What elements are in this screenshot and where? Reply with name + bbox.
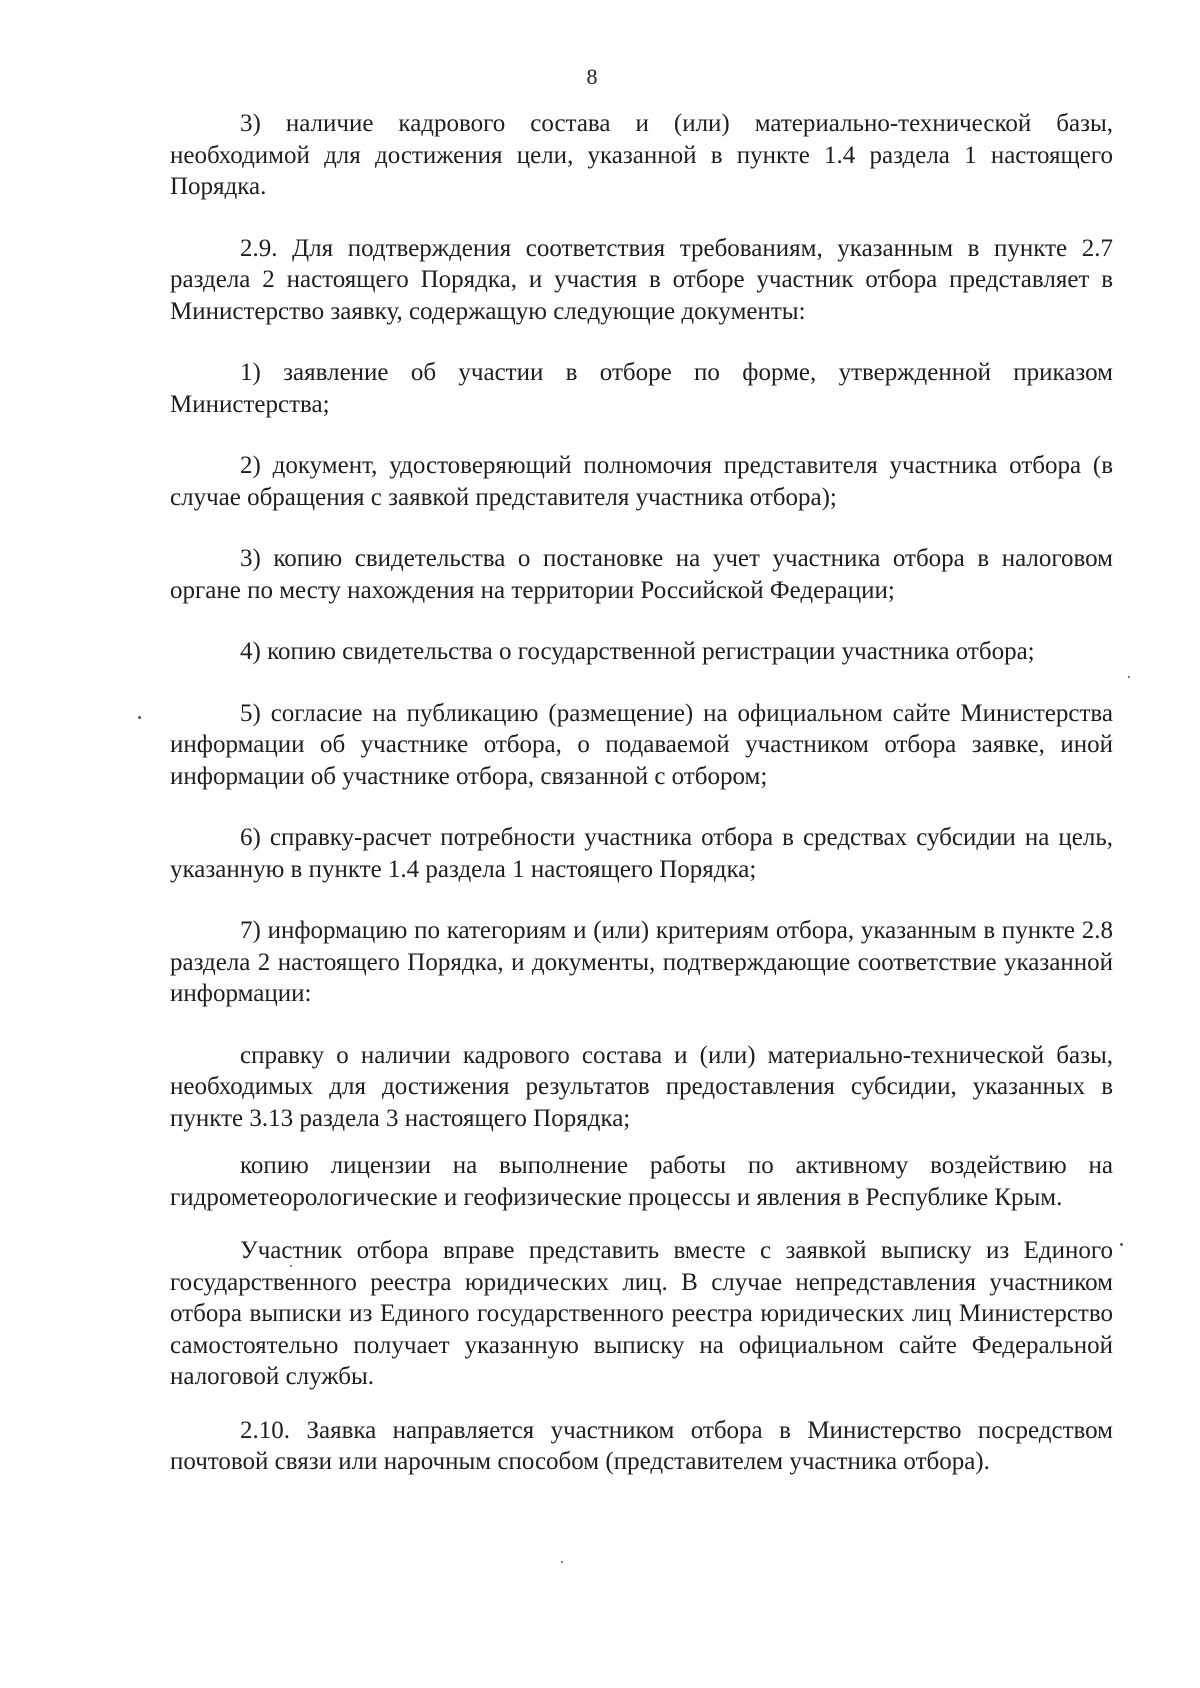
paragraph-egrul-extract: Участник отбора вправе представить вместе с заявкой выписку из Единого государственного реестра юридических лиц. В случае непредставления участником отбора выписки из Единого государственного реестра юридических лиц Министерство самостоятельно получает указанную выписку на официальном сайте Федеральной налоговой службы. (170, 1237, 1113, 1390)
page-number: 8 (586, 64, 598, 89)
paragraph-license-copy: копию лицензии на выполнение работы по активному воздействию на гидрометеорологические и геофизические процессы и явления в Республике Крым. (170, 1152, 1113, 1211)
scan-speck (561, 1561, 563, 1563)
paragraph-item-3-staff: 3) наличие кадрового состава и (или) материально-технической базы, необходимой для достижения цели, указанной в пункте 1.4 раздела 1 настоящего Порядка. (170, 110, 1113, 200)
scan-speck (290, 1265, 292, 1267)
paragraph-list-item-4: 4) копию свидетельства о государственной регистрации участника отбора; (240, 638, 1035, 665)
paragraph-list-item-2: 2) документ, удостоверяющий полномочия представителя участника отбора (в случае обращения с заявкой представителя участника отбора); (170, 452, 1113, 511)
paragraph-list-item-5: 5) согласие на публикацию (размещение) на официальном сайте Министерства информации об участнике отбора, о подаваемой участником отбора заявке, иной информации об участнике отбора, связанной с отбором; (170, 699, 1113, 790)
paragraph-staff-certificate: справку о наличии кадрового состава и (или) материально-технической базы, необходимых для достижения результатов предоставления субсидии, указанных в пункте 3.13 раздела 3 настоящего Порядка; (170, 1041, 1113, 1132)
paragraph-list-item-3: 3) копию свидетельства о постановке на учет участника отбора в налоговом органе по месту нахождения на территории Российской Федерации; (170, 545, 1113, 604)
paragraph-list-item-7: 7) информацию по категориям и (или) критериям отбора, указанным в пункте 2.8 раздела 2 настоящего Порядка, и документы, подтверждающие соответствие указанной информации: (170, 917, 1113, 1007)
scan-speck (1120, 1243, 1123, 1246)
paragraph-2-10: 2.10. Заявка направляется участником отбора в Министерство посредством почтовой связи или нарочным способом (представителем участника отбора). (170, 1416, 1113, 1475)
paragraph-2-9: 2.9. Для подтверждения соответствия требованиям, указанным в пункте 2.7 раздела 2 настоящего Порядка, и участия в отборе участник отбора представляет в Министерство заявку, содержащую следующие документы: (170, 234, 1113, 325)
scan-speck (138, 716, 141, 719)
document-body (170, 108, 1113, 1478)
paragraph-list-item-6: 6) справку-расчет потребности участника отбора в средствах субсидии на цель, указанную в пункте 1.4 раздела 1 настоящего Порядка; (170, 824, 1113, 883)
scan-speck (1128, 676, 1130, 678)
paragraph-list-item-1: 1) заявление об участии в отборе по форме, утвержденной приказом Министерства; (170, 359, 1113, 418)
